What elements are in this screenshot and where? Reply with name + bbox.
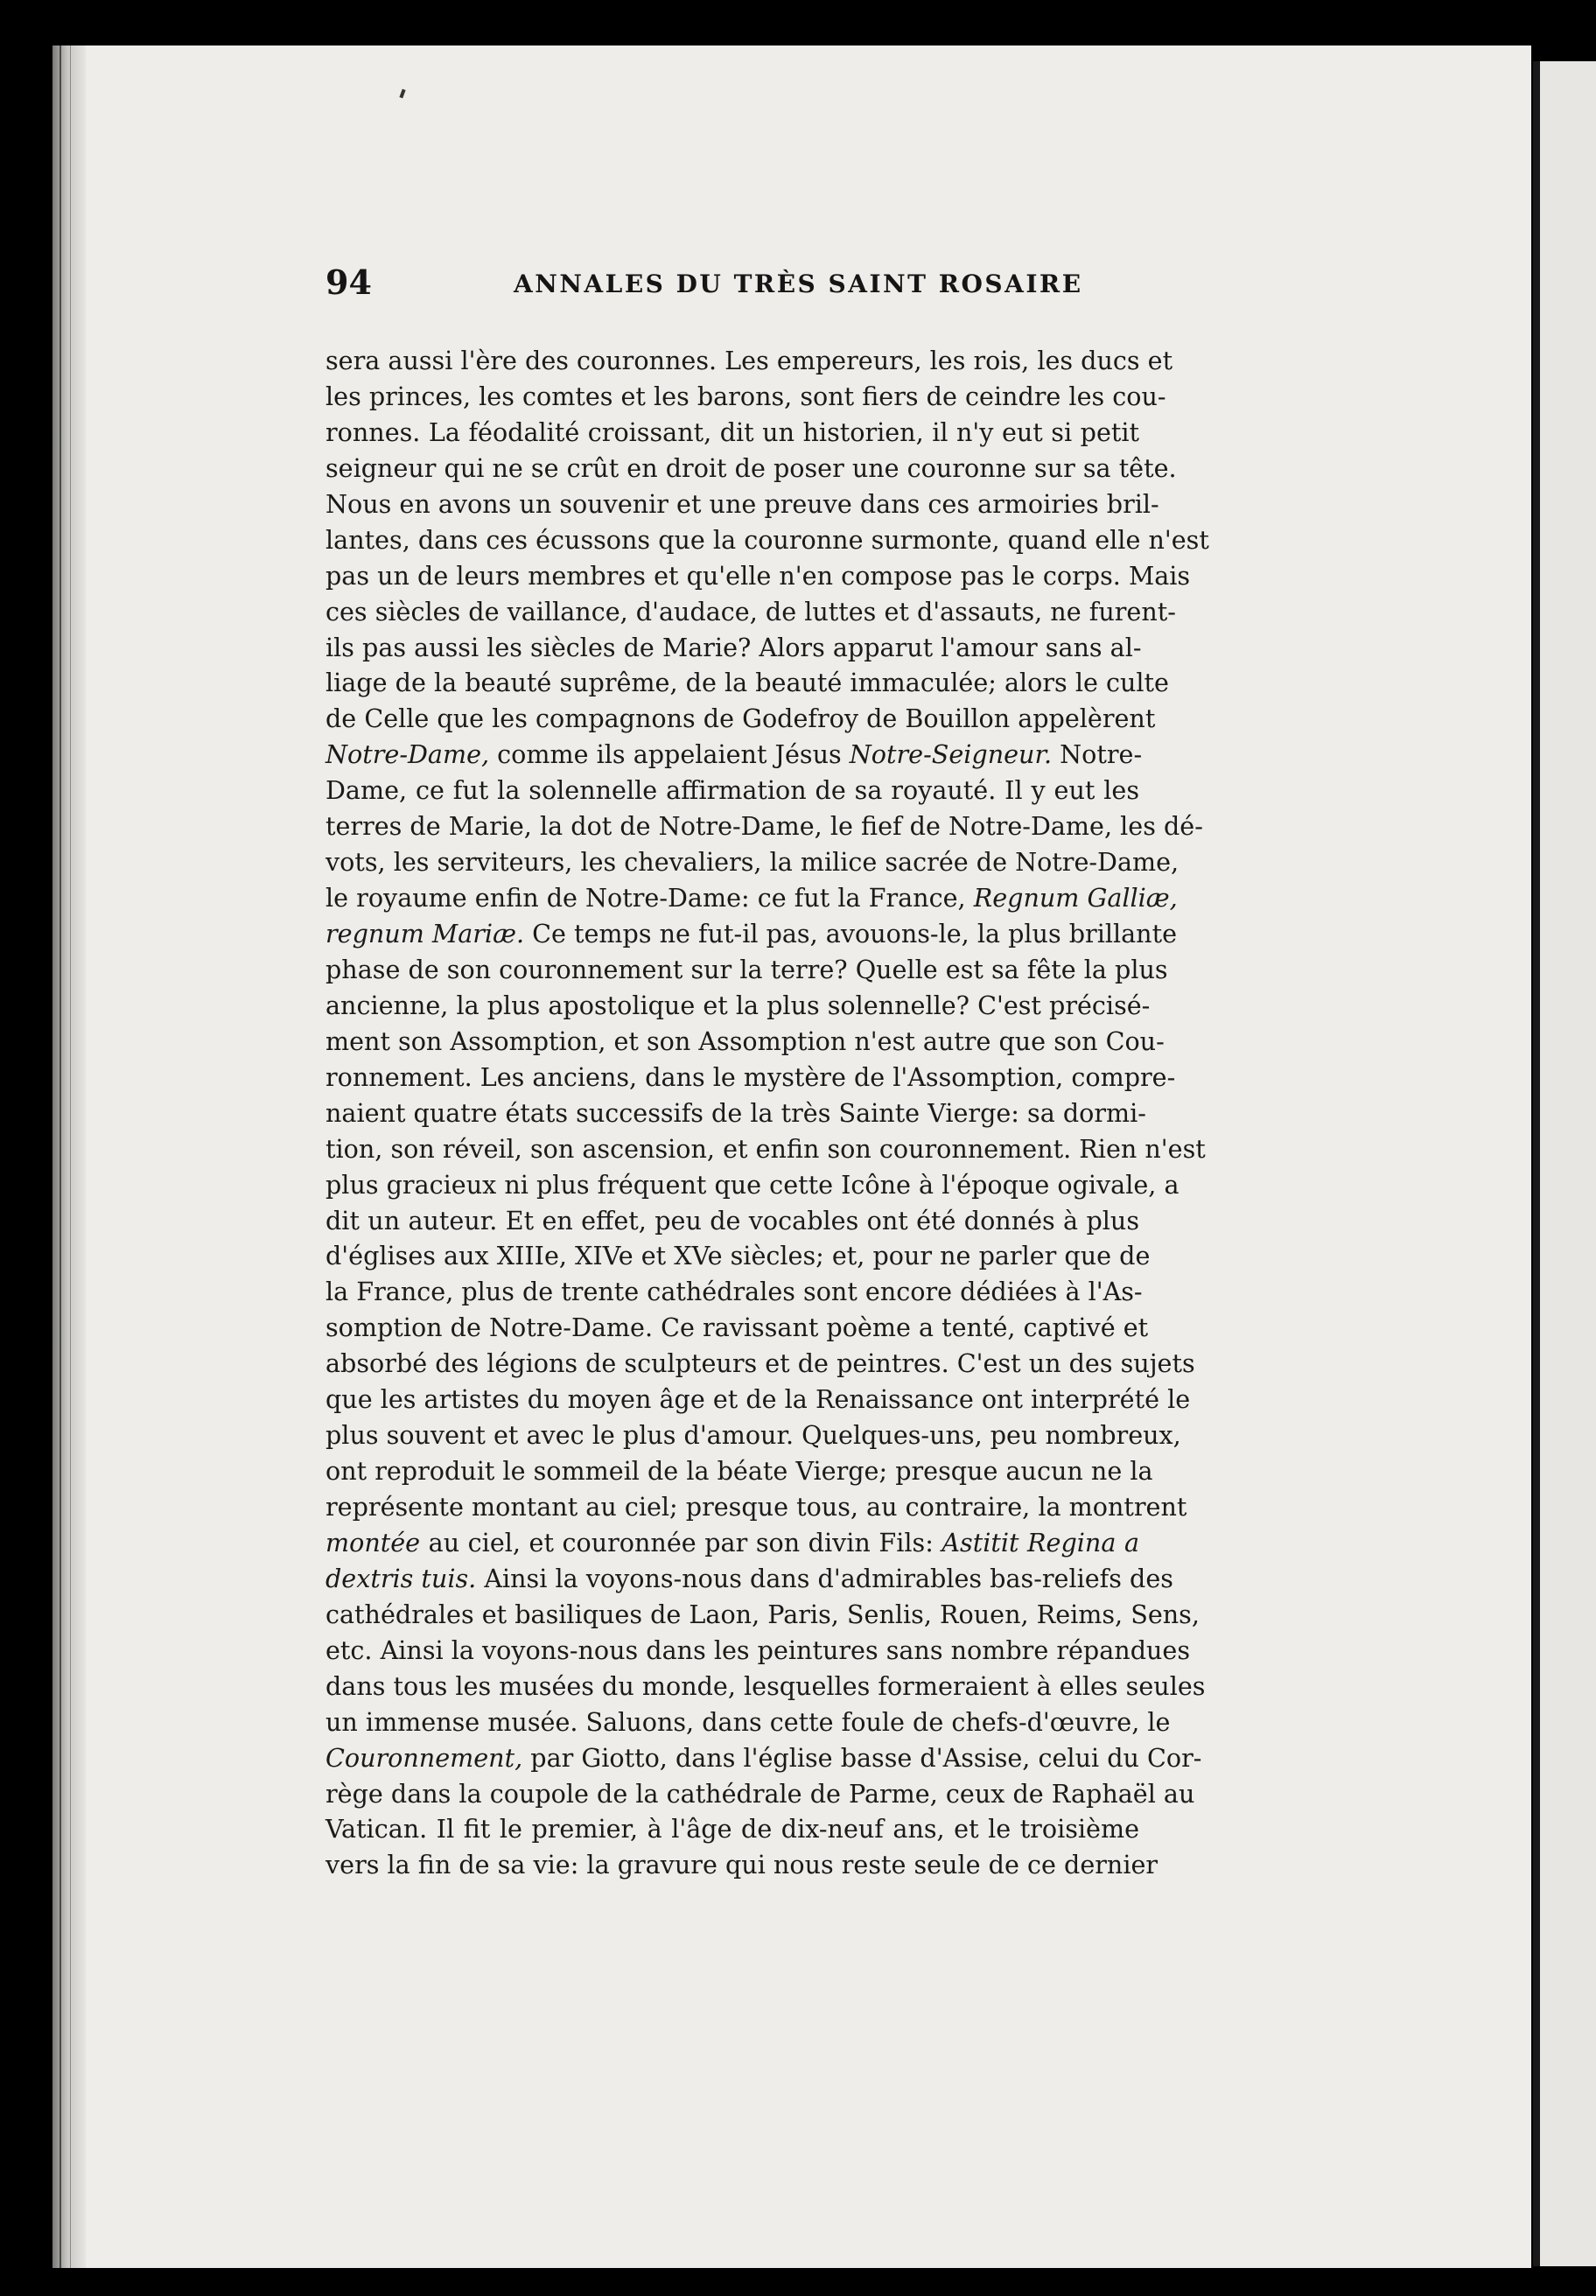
text-line: liage de la beauté suprême, de la beauté immaculée; alors le culte (326, 668, 1169, 698)
text-line: regnum Mariæ. Ce temps ne fut-il pas, avouons-le, la plus brillante (326, 919, 1178, 948)
text-line: représente montant au ciel; presque tous, au contraire, la montrent (326, 1492, 1187, 1522)
text-line: vers la fin de sa vie: la gravure qui nous reste seule de ce dernier (326, 1850, 1158, 1880)
text-line: de Celle que les compagnons de Godefroy de Bouillon appelèrent (326, 704, 1156, 734)
text-line: Nous en avons un souvenir et une preuve dans ces armoiries bril- (326, 488, 1159, 519)
text-line: lantes, dans ces écussons que la couronne surmonte, quand elle n'est (326, 524, 1209, 555)
text-line: somption de Notre-Dame. Ce ravissant poème a tenté, captivé et (326, 1312, 1149, 1343)
adjacent-page-edge (1533, 61, 1596, 2266)
text-line: ont reproduit le sommeil de la béate Vierge; presque aucun ne la (326, 1456, 1153, 1487)
text-line: ronnes. La féodalité croissant, dit un historien, il n'y eut si petit (326, 416, 1139, 447)
text-line: phase de son couronnement sur la terre? Quelle est sa fête la plus (326, 954, 1168, 984)
text-line: tion, son réveil, son ascension, et enfin son couronnement. Rien n'est (326, 1133, 1206, 1164)
text-line: rège dans la coupole de la cathédrale de Parme, ceux de Raphaël au (326, 1778, 1195, 1809)
body-text (326, 343, 1209, 1883)
text-line: absorbé des légions de sculpteurs et de peintres. C'est un des sujets (326, 1348, 1195, 1379)
text-line: plus souvent et avec le plus d'amour. Quelques-uns, peu nombreux, (326, 1420, 1181, 1451)
text-line: cathédrales et basiliques de Laon, Paris, Senlis, Rouen, Reims, Sens, (326, 1599, 1200, 1629)
text-line: sera aussi l'ère des couronnes. Les empereurs, les rois, les ducs et (326, 346, 1173, 375)
text-line: dans tous les musées du monde, lesquelles formeraient à elles seules (326, 1670, 1206, 1701)
text-line: Notre-Dame, comme ils appelaient Jésus Notre-Seigneur. Notre- (326, 739, 1143, 770)
text-line: la France, plus de trente cathédrales sont encore dédiées à l'As- (326, 1277, 1143, 1307)
text-line: naient quatre états successifs de la très Sainte Vierge: sa dormi- (326, 1097, 1146, 1128)
text-line: seigneur qui ne se crût en droit de poser une couronne sur sa tête. (326, 452, 1177, 483)
text-line: montée au ciel, et couronnée par son divin Fils: Astitit Regina a (326, 1527, 1139, 1558)
text-line: ronnement. Les anciens, dans le mystère de l'Assomption, compre- (326, 1061, 1176, 1092)
binding-edge-lines (60, 46, 71, 2268)
running-title: ANNALES DU TRÈS SAINT ROSAIRE (514, 270, 1083, 298)
text-line: que les artistes du moyen âge et de la Renaissance ont interprété le (326, 1384, 1191, 1415)
text-line: d'églises aux XIIIe, XIVe et XVe siècles; et, pour ne parler que de (326, 1241, 1151, 1271)
text-line: Couronnement, par Giotto, dans l'église basse d'Assise, celui du Cor- (326, 1742, 1202, 1773)
text-line: Vatican. Il fit le premier, à l'âge de dix-neuf ans, et le troisième (326, 1814, 1139, 1844)
page-number: 94 (326, 262, 372, 302)
text-line: ils pas aussi les siècles de Marie? Alors apparut l'amour sans al- (326, 632, 1142, 662)
text-line: les princes, les comtes et les barons, sont fiers de ceindre les cou- (326, 381, 1166, 411)
text-line: le royaume enfin de Notre-Dame: ce fut la France, Regnum Galliæ, (326, 883, 1178, 914)
text-line: ment son Assomption, et son Assomption n'est autre que son Cou- (326, 1026, 1165, 1056)
text-line: ancienne, la plus apostolique et la plus solennelle? C'est précisé- (326, 990, 1151, 1020)
text-line: pas un de leurs membres et qu'elle n'en compose pas le corps. Mais (326, 560, 1191, 591)
ink-speck (399, 89, 405, 99)
text-line: plus gracieux ni plus fréquent que cette Icône à l'époque ogivale, a (326, 1169, 1180, 1200)
text-line: terres de Marie, la dot de Notre-Dame, le fief de Notre-Dame, les dé- (326, 811, 1203, 842)
text-line: vots, les serviteurs, les chevaliers, la milice sacrée de Notre-Dame, (326, 847, 1180, 878)
text-line: Dame, ce fut la solennelle affirmation de sa royauté. Il y eut les (326, 775, 1139, 806)
text-line: dit un auteur. Et en effet, peu de vocables ont été donnés à plus (326, 1205, 1139, 1236)
text-line: etc. Ainsi la voyons-nous dans les peintures sans nombre répandues (326, 1634, 1191, 1665)
text-line: dextris tuis. Ainsi la voyons-nous dans d'admirables bas-reliefs des (326, 1563, 1173, 1593)
text-line: un immense musée. Saluons, dans cette foule de chefs-d'œuvre, le (326, 1706, 1171, 1737)
text-line: ces siècles de vaillance, d'audace, de luttes et d'assauts, ne furent- (326, 596, 1176, 626)
